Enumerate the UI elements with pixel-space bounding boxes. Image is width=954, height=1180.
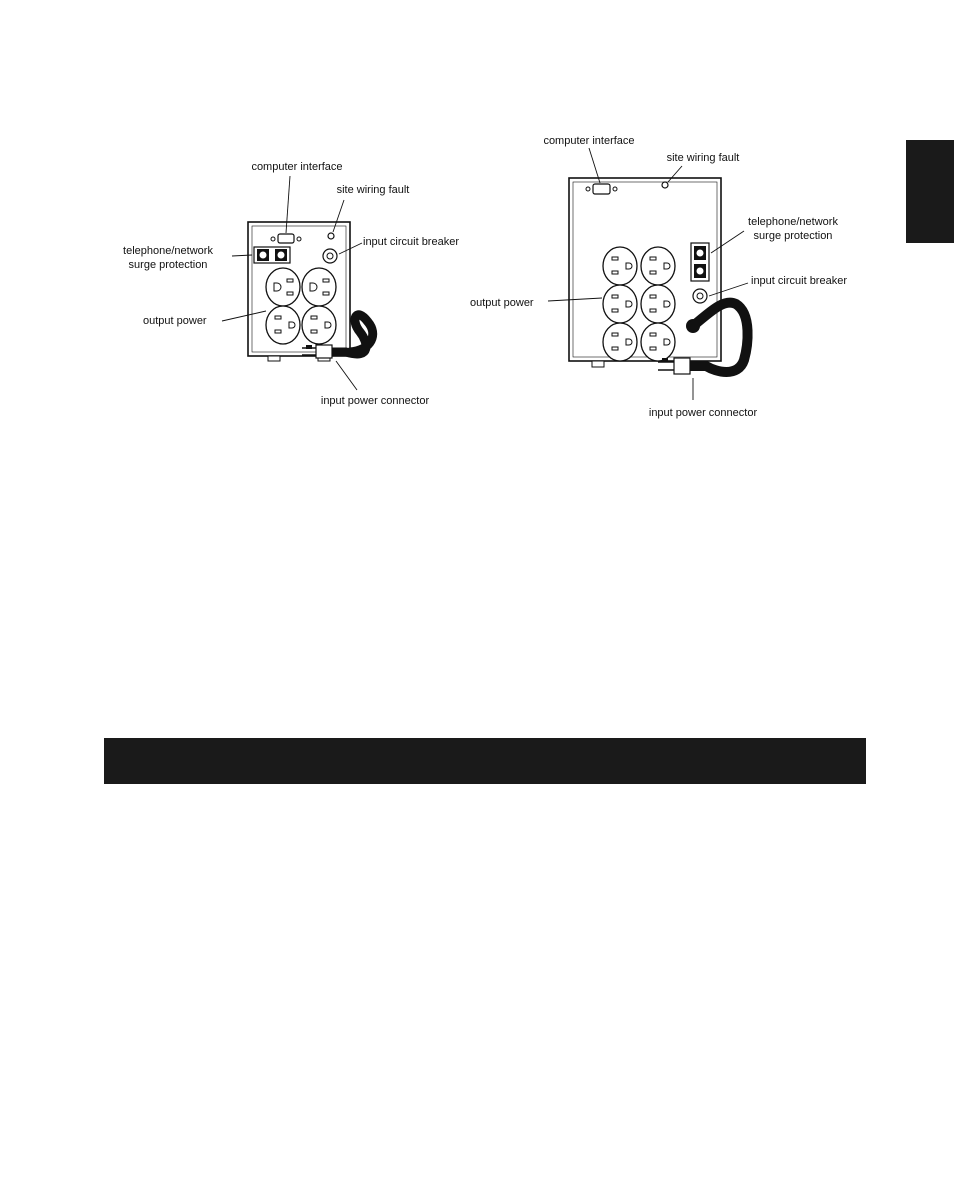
left-label-output-power: output power [143,315,207,327]
right-label-site-wiring-fault: site wiring fault [666,152,740,164]
right-ups-unit [569,178,748,374]
left-label-input-power-connector: input power connector [320,395,430,407]
left-db9-port [278,234,294,243]
left-label-input-circuit-breaker: input circuit breaker [363,236,459,248]
right-outlet [603,285,637,323]
left-circuit-breaker [323,249,337,263]
right-outlet [603,247,637,285]
right-label-surge-protection: surge protection [753,230,833,242]
left-fault-led [328,233,334,239]
right-label-telephone-network: telephone/network [748,216,838,228]
right-label-output-power: output power [470,297,534,309]
left-outlet [266,306,300,344]
left-outlet [266,268,300,306]
left-label-telephone-network: telephone/network [123,245,213,257]
right-outlet [641,247,675,285]
right-label-input-circuit-breaker: input circuit breaker [751,275,847,287]
right-outlet [641,323,675,361]
left-label-surge-protection: surge protection [128,259,208,271]
right-outlet [603,323,637,361]
right-label-input-power-connector: input power connector [648,407,758,419]
right-plug [674,358,690,374]
right-fault-led [662,182,668,188]
left-outlet [302,306,336,344]
right-label-computer-interface: computer interface [543,135,635,147]
left-label-site-wiring-fault: site wiring fault [336,184,410,196]
left-outlet [302,268,336,306]
right-outlet [641,285,675,323]
right-db9-port [593,184,610,194]
left-plug [316,345,332,358]
left-ups-unit [248,222,373,361]
right-circuit-breaker [693,289,707,303]
left-label-computer-interface: computer interface [251,161,343,173]
